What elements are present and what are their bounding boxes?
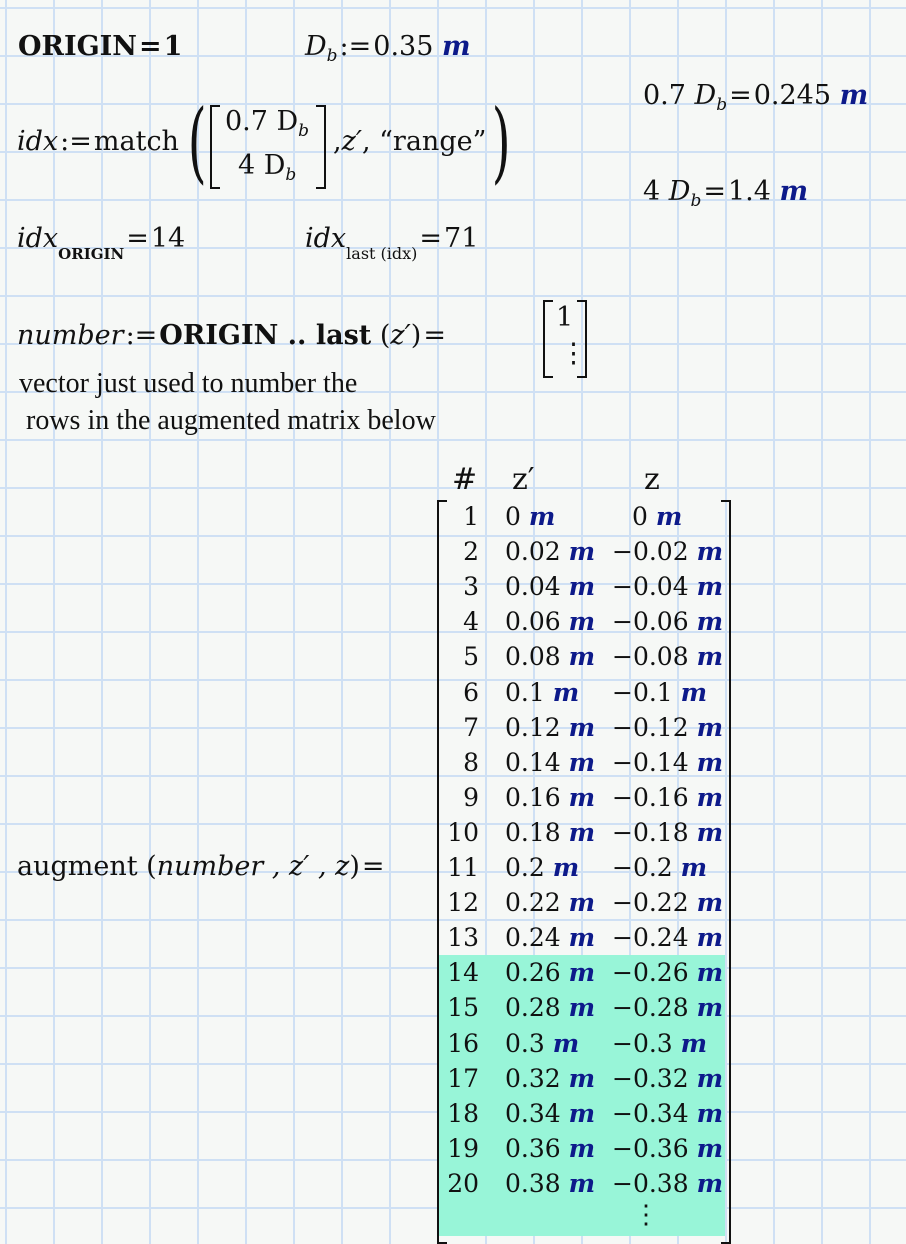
unit-m: m — [696, 1133, 724, 1163]
header-z-prime: z′ — [512, 462, 535, 497]
idx-origin-result: 14 — [150, 223, 186, 254]
unit-m: m — [696, 1063, 724, 1093]
z-cell: −0.24 m — [612, 923, 724, 953]
z-prime-cell: 0.34 m — [505, 1098, 596, 1128]
unit-m: m — [552, 853, 580, 882]
z-prime-cell: 0.04 m — [505, 572, 596, 602]
unit-m: m — [696, 958, 724, 988]
unit-m: m — [568, 572, 596, 602]
row-number: 2 — [463, 537, 479, 567]
row-number: 7 — [463, 712, 479, 742]
unit-m: m — [696, 642, 724, 672]
row-number: 5 — [463, 642, 479, 672]
row-number: 15 — [447, 993, 479, 1023]
unit-m: m — [568, 993, 596, 1023]
z-cell: 0 m — [632, 502, 683, 531]
number-result-first: 1 — [556, 302, 574, 333]
unit-m: m — [568, 782, 596, 812]
row-number: 11 — [447, 853, 479, 882]
z-cell: −0.04 m — [612, 572, 724, 602]
unit-m: m — [568, 923, 596, 953]
unit-m: m — [696, 782, 724, 812]
unit-m: m — [696, 572, 724, 602]
idx-last-result: 71 — [444, 223, 479, 254]
db-value: 0.35 — [373, 31, 434, 62]
table-row — [437, 639, 731, 674]
unit-m: m — [568, 1063, 596, 1093]
unit-m: m — [568, 642, 596, 672]
table-row — [437, 780, 731, 815]
table-row — [437, 990, 731, 1025]
z-cell: −0.32 m — [612, 1063, 724, 1093]
row-number: 3 — [463, 572, 479, 602]
comment-line-1[interactable]: vector just used to number the — [19, 368, 358, 399]
row-number: 16 — [447, 1028, 479, 1058]
table-row — [437, 745, 731, 780]
z-prime-cell: 0.2 m — [505, 853, 580, 882]
row-number: 13 — [447, 923, 479, 953]
unit-m: m — [779, 176, 809, 207]
z-prime-cell: 0.12 m — [505, 712, 596, 742]
left-bracket — [210, 105, 220, 189]
z-cell: −0.38 m — [612, 1168, 724, 1198]
comment-line-2[interactable]: rows in the augmented matrix below — [26, 405, 436, 436]
augment-expression[interactable]: augment (number , z′ , z)= — [17, 851, 385, 882]
z-cell: −0.18 m — [612, 817, 724, 847]
origin-value: 1 — [163, 31, 183, 62]
z-prime-cell: 0 m — [505, 502, 556, 531]
eval-4-db-result: 1.4 — [727, 176, 771, 207]
z-cell: −0.02 m — [612, 537, 724, 567]
z-cell: −0.12 m — [612, 712, 724, 742]
z-prime-cell: 0.38 m — [505, 1168, 596, 1198]
eval-07-db-result: 0.245 — [753, 80, 832, 111]
z-prime-cell: 0.28 m — [505, 993, 596, 1023]
idx-definition[interactable]: idx:=match ( 0.7 $D_b$ 4 $D_b$ ,z′, “range” ) — [17, 90, 511, 193]
row-number: 9 — [463, 782, 479, 812]
unit-m: m — [680, 853, 708, 882]
matrix-more-ellipsis: ⋮ — [633, 1200, 659, 1230]
table-row — [437, 850, 731, 885]
unit-m: m — [680, 1028, 708, 1058]
table-row — [437, 604, 731, 639]
result-left-bracket — [543, 300, 553, 378]
unit-m: m — [568, 817, 596, 847]
vector-entry-2: 4 $D_b$ — [238, 150, 297, 185]
z-prime-cell: 0.36 m — [505, 1133, 596, 1163]
z-prime-cell: 0.18 m — [505, 817, 596, 847]
z-cell: −0.34 m — [612, 1098, 724, 1128]
unit-m: m — [568, 958, 596, 988]
unit-m: m — [442, 31, 471, 62]
z-prime-cell: 0.32 m — [505, 1063, 596, 1093]
unit-m: m — [696, 817, 724, 847]
table-row — [437, 920, 731, 955]
table-row — [437, 885, 731, 920]
z-prime-cell: 0.24 m — [505, 923, 596, 953]
row-number: 8 — [463, 747, 479, 777]
number-result-ellipsis: ⋮ — [560, 338, 587, 369]
table-row — [437, 1026, 731, 1061]
unit-m: m — [568, 747, 596, 777]
unit-m: m — [655, 502, 683, 531]
idx-origin-eval[interactable]: idx$_{ORIGIN}$=14 — [17, 223, 186, 263]
unit-m: m — [696, 923, 724, 953]
z-cell: −0.16 m — [612, 782, 724, 812]
z-cell: −0.08 m — [612, 642, 724, 672]
z-prime-cell: 0.16 m — [505, 782, 596, 812]
z-cell: −0.36 m — [612, 1133, 724, 1163]
z-cell: −0.06 m — [612, 607, 724, 637]
number-definition[interactable]: number:=ORIGIN .. last (z′)= — [17, 320, 446, 351]
unit-m: m — [696, 993, 724, 1023]
z-prime-cell: 0.02 m — [505, 537, 596, 567]
table-row — [437, 1131, 731, 1166]
table-row — [437, 955, 731, 990]
z-cell: −0.28 m — [612, 993, 724, 1023]
vector-entry-1: 0.7 $D_b$ — [225, 106, 310, 141]
unit-m: m — [696, 1168, 724, 1198]
unit-m: m — [568, 537, 596, 567]
row-number: 17 — [447, 1063, 479, 1093]
z-prime-cell: 0.3 m — [505, 1028, 580, 1058]
z-cell: −0.2 m — [612, 853, 708, 882]
row-number: 1 — [463, 502, 479, 531]
unit-m: m — [568, 888, 596, 918]
db-definition[interactable]: $D_b:=0.35$ m — [305, 31, 471, 66]
unit-m: m — [568, 1098, 596, 1128]
unit-m: m — [568, 1133, 596, 1163]
row-number: 12 — [447, 888, 479, 918]
row-number: 6 — [463, 677, 479, 707]
idx-last-eval[interactable]: idx$_{last (idx)}$=71 — [305, 223, 479, 263]
right-paren: ) — [491, 90, 511, 193]
row-number: 10 — [447, 817, 479, 847]
left-paren: ( — [187, 90, 207, 193]
header-z: z — [644, 462, 660, 497]
z-prime-cell: 0.1 m — [505, 677, 580, 707]
unit-m: m — [696, 712, 724, 742]
unit-m: m — [568, 1168, 596, 1198]
unit-m: m — [839, 80, 869, 111]
origin-label: ORIGIN — [18, 31, 137, 62]
eval-4-db[interactable]: 4 $D_b=1.4$ m — [643, 176, 809, 211]
table-row — [437, 499, 731, 534]
z-cell: −0.3 m — [612, 1028, 708, 1058]
header-number: # — [452, 462, 478, 497]
unit-m: m — [696, 607, 724, 637]
unit-m: m — [696, 888, 724, 918]
right-bracket — [316, 105, 326, 189]
z-prime-cell: 0.06 m — [505, 607, 596, 637]
idx-var: idx — [17, 126, 59, 157]
z-prime-cell: 0.22 m — [505, 888, 596, 918]
table-row — [437, 1166, 731, 1201]
z-cell: −0.14 m — [612, 747, 724, 777]
z-cell: −0.22 m — [612, 888, 724, 918]
table-row — [437, 815, 731, 850]
z-cell: −0.26 m — [612, 958, 724, 988]
unit-m: m — [528, 502, 556, 531]
eval-07-db[interactable]: 0.7 $D_b=0.245$ m — [643, 80, 869, 115]
unit-m: m — [696, 537, 724, 567]
table-row — [437, 710, 731, 745]
row-number: 4 — [463, 607, 479, 637]
table-row — [437, 1061, 731, 1096]
table-row — [437, 569, 731, 604]
z-prime-cell: 0.14 m — [505, 747, 596, 777]
row-number: 14 — [447, 958, 479, 988]
z-prime-cell: 0.08 m — [505, 642, 596, 672]
row-number: 18 — [447, 1098, 479, 1128]
unit-m: m — [568, 712, 596, 742]
match-function: match — [93, 126, 179, 157]
unit-m: m — [568, 607, 596, 637]
range-string: “range” — [379, 126, 487, 157]
z-cell: −0.1 m — [612, 677, 708, 707]
unit-m: m — [552, 677, 580, 707]
row-number: 20 — [447, 1168, 479, 1198]
unit-m: m — [696, 747, 724, 777]
unit-m: m — [680, 677, 708, 707]
unit-m: m — [552, 1028, 580, 1058]
origin-definition[interactable]: ORIGIN=1 — [18, 31, 183, 62]
unit-m: m — [696, 1098, 724, 1128]
table-row — [437, 1096, 731, 1131]
table-row — [437, 675, 731, 710]
augmented-matrix[interactable] — [437, 500, 731, 1236]
z-prime-cell: 0.26 m — [505, 958, 596, 988]
result-right-bracket — [577, 300, 587, 378]
row-number: 19 — [447, 1133, 479, 1163]
table-row — [437, 534, 731, 569]
